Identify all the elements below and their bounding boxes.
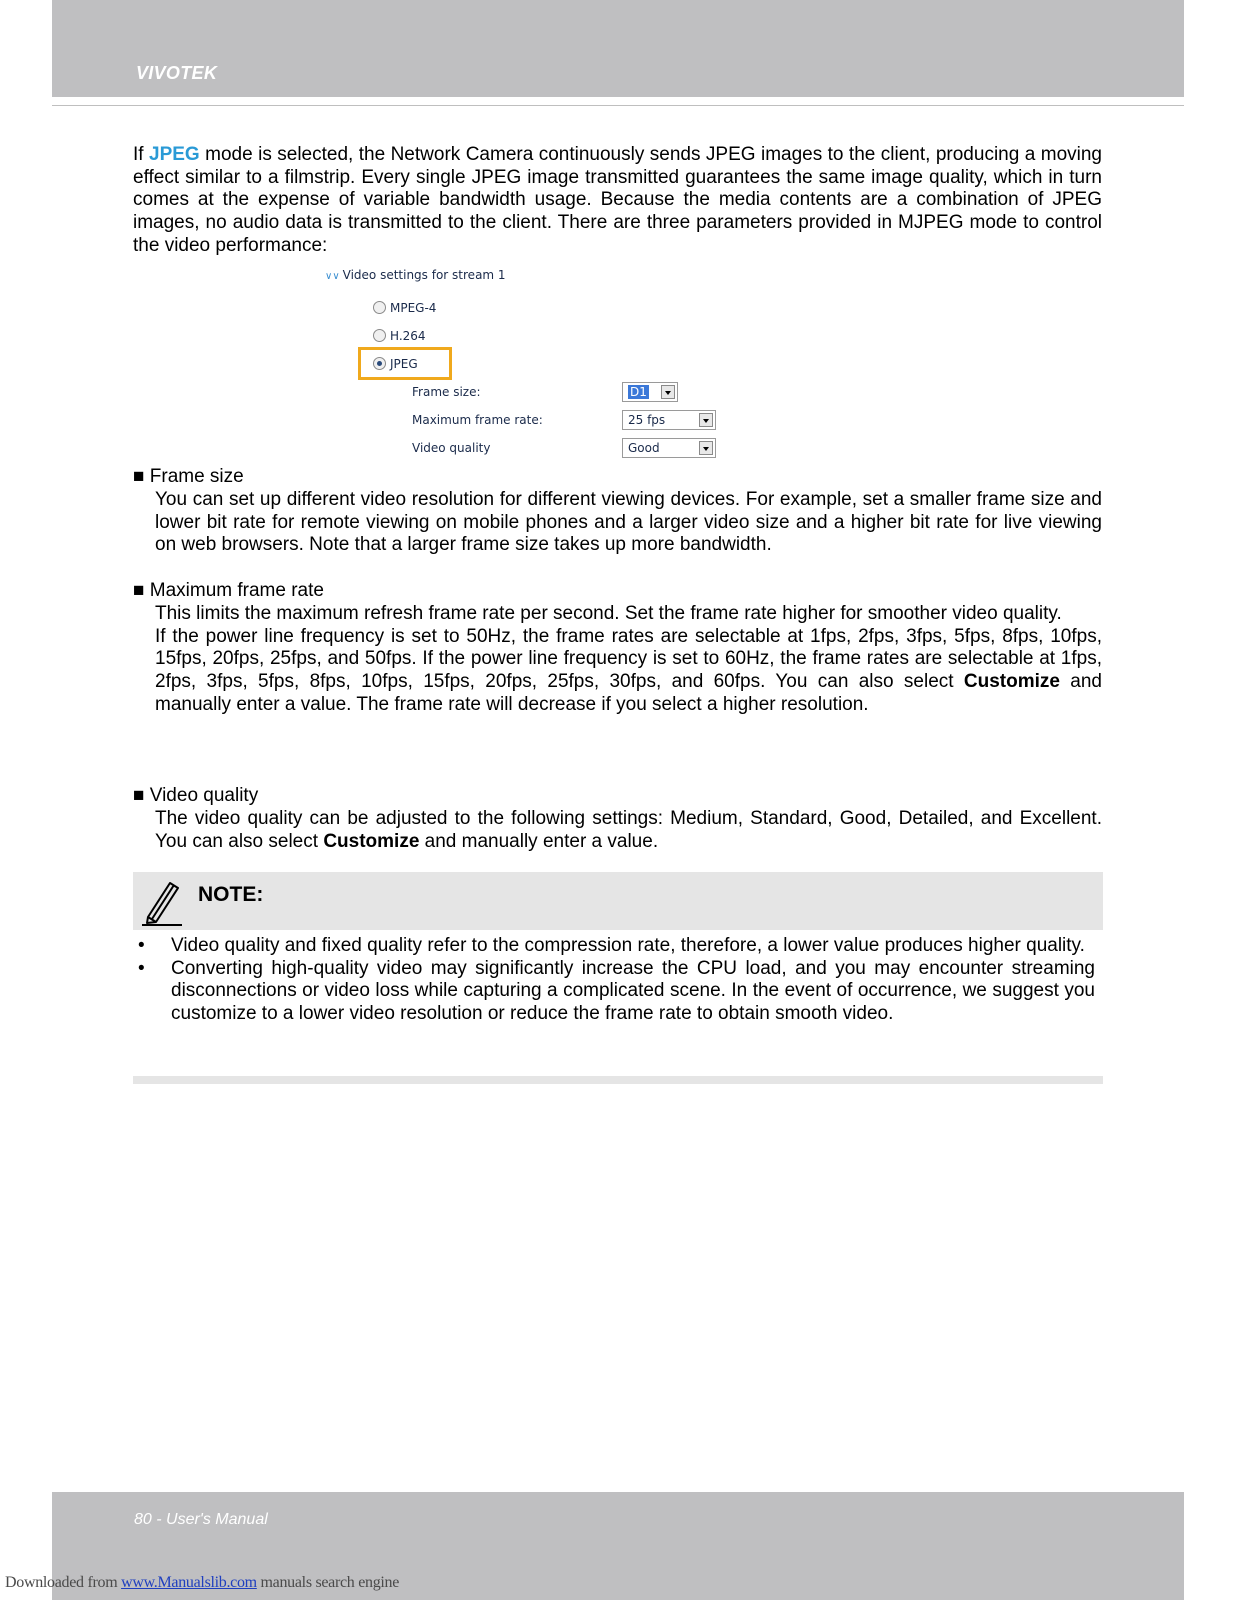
radio-h264[interactable]: H.264 [373, 329, 426, 343]
jpeg-highlight-box [358, 347, 452, 380]
max-frame-rate-label: Maximum frame rate: [412, 413, 543, 427]
radio-button-icon[interactable] [373, 301, 386, 314]
header-divider [52, 105, 1184, 106]
chevron-down-icon: ∨∨ [325, 271, 340, 282]
video-settings-screenshot [325, 264, 745, 464]
jpeg-keyword: JPEG [149, 144, 200, 165]
brand-logo: VIVOTEK [136, 63, 218, 83]
radio-mpeg4[interactable]: MPEG-4 [373, 301, 436, 315]
note-header-bar [133, 872, 1103, 930]
note-list [133, 935, 1095, 1026]
video-quality-select[interactable]: Good [622, 438, 716, 458]
frame-size-select[interactable]: D1 [622, 382, 678, 402]
manualslib-link[interactable]: www.Manualslib.com [121, 1574, 257, 1591]
max-frame-rate-select[interactable]: 25 fps [622, 410, 716, 430]
frame-size-label: Frame size: [412, 385, 481, 399]
radio-jpeg[interactable]: JPEG [373, 357, 418, 371]
intro-paragraph: If JPEG mode is selected, the Network Camera continuously sends JPEG images to the client, producing a moving effect similar to a filmstrip. Every single JPEG image transmitted guarantees the same image quality, which in turn comes at the expense of variable bandwidth usage. Because the media contents are a combination of JPEG images, no audio data is transmitted to the client. There are three parameters provided in MJPEG mode to control the video performance: [133, 144, 1102, 256]
max-frame-rate-heading: ■ Maximum frame rate [133, 580, 324, 601]
dropdown-arrow-icon[interactable] [699, 413, 713, 427]
video-quality-description: The video quality can be adjusted to the following settings: Medium, Standard, Good, Detailed, and Excellent. You can also select Customize and manually enter a value. [155, 808, 1102, 852]
frame-size-description: You can set up different video resolution for different viewing devices. For example, set a smaller frame size and lower bit rate for remote viewing on mobile phones and a larger video size and a higher bit rate for live viewing on web browsers. Note that a larger frame size takes up more bandwidth. [155, 489, 1102, 556]
frame-size-heading: ■ Frame size [133, 466, 244, 487]
video-quality-label: Video quality [412, 441, 491, 455]
note-title: NOTE: [198, 883, 264, 906]
video-quality-heading: ■ Video quality [133, 785, 259, 806]
pencil-icon [140, 877, 186, 927]
note-bottom-bar [133, 1076, 1103, 1084]
stream-settings-title: ∨∨ Video settings for stream 1 [325, 268, 506, 282]
radio-button-icon[interactable] [373, 329, 386, 342]
header-band [52, 0, 1184, 97]
note-item: • Converting high-quality video may significantly increase the CPU load, and you may encounter streaming disconnections or video loss while capturing a complicated scene. In the event of occurrence, we suggest you customize to a lower video resolution or reduce the frame rate to obtain smooth video. [138, 957, 1095, 1025]
dropdown-arrow-icon[interactable] [699, 441, 713, 455]
max-frame-rate-description: This limits the maximum refresh frame rate per second. Set the frame rate higher for smoother video quality. If the power line frequency is set to 50Hz, the frame rates are selectable at 1fps, 2fps, 3fps, 5fps, 8fps, 10fps, 15fps, 20fps, 25fps, and 50fps. If the power line frequency is set to 60Hz, the frame rates are selectable at 1fps, 2fps, 3fps, 5fps, 8fps, 10fps, 15fps, 20fps, 25fps, 30fps, and 60fps. You can also select Customize and manually enter a value. The frame rate will decrease if you select a higher resolution. [155, 603, 1102, 715]
dropdown-arrow-icon[interactable] [661, 385, 675, 399]
page-number: 80 - User's Manual [134, 1511, 268, 1528]
note-item: • Video quality and fixed quality refer to the compression rate, therefore, a lower value produces higher quality. [138, 935, 1085, 956]
download-credit: Downloaded from www.Manualslib.com manuals search engine [5, 1574, 400, 1591]
